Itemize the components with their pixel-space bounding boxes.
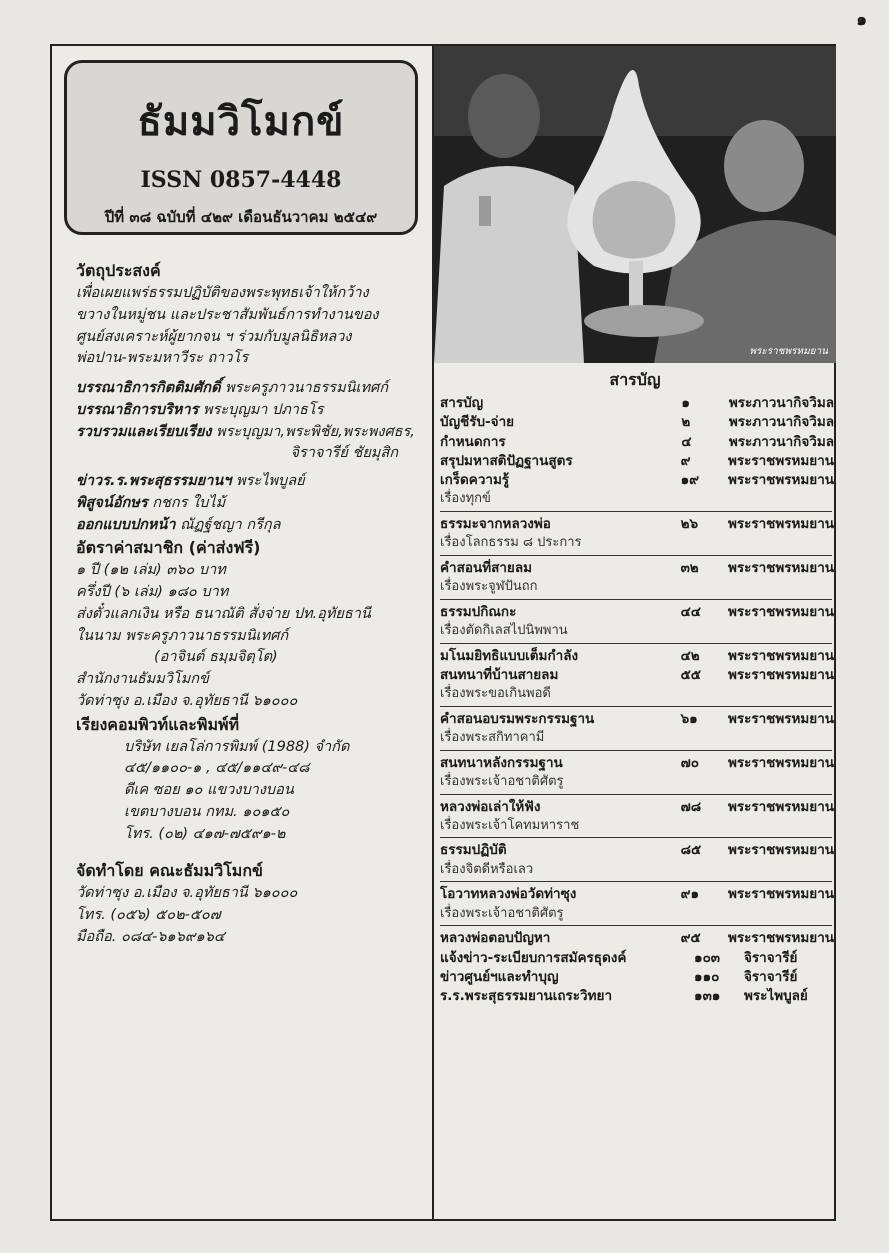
toc-entry-author: พระราชพรหมยาน: [727, 666, 834, 683]
managing-editor: บรรณาธิการบริหาร พระบุญมา ปภาธโร: [76, 401, 324, 418]
toc-entry-page: ๔: [681, 433, 692, 450]
toc-entry-subtitle: เรื่องพระเจ้าอชาติศัตรู: [440, 774, 564, 790]
objectives-line: ศูนย์สงเคราะห์ผู้ยากจน ฯ ร่วมกับมูลนิธิหลวง: [76, 328, 352, 345]
toc-divider: [440, 925, 832, 926]
toc-entry-subtitle: เรื่องพระขอเกินพอดี: [440, 686, 551, 702]
toc-entry-page: ๓๒: [680, 559, 699, 576]
toc-entry-author: พระไพบูลย์: [744, 988, 808, 1005]
payment-line: ส่งตั๋วแลกเงิน หรือ ธนาณัติ สั่งจ่าย ปท.อุทัยธานี: [76, 605, 371, 622]
toc-entry-page: ๙๑: [680, 886, 700, 903]
toc-entry: [440, 413, 834, 432]
issn: ISSN 0857-4448: [140, 167, 342, 193]
toc-entry-title: สรุปมหาสติปัฏฐานสูตร: [440, 452, 573, 469]
toc-divider: [440, 643, 832, 644]
toc-entry-author: พระราชพรหมยาน: [727, 754, 834, 771]
subscription-year: ๑ ปี (๑๒ เล่ม) ๓๖๐ บาท: [76, 562, 226, 579]
toc-entry-author: พระภาวนากิจวิมล: [728, 395, 834, 411]
toc-entry-page: ๑: [681, 395, 690, 411]
toc-entry-title: กำหนดการ: [440, 433, 506, 450]
toc-entry-title: ธรรมปฏิบัติ: [440, 842, 507, 859]
toc-entry-title: คำสอนที่สายลม: [440, 559, 532, 576]
toc-entry: [440, 841, 834, 860]
toc-entry-title: ข่าวศูนย์ฯและทำบุญ: [440, 968, 559, 985]
toc-entry-subtitle: เรื่องตัดกิเลสไปนิพพาน: [440, 623, 568, 639]
toc-entry-author: พระภาวนากิจวิมล: [728, 433, 834, 450]
toc-entry-page: ๗๘: [680, 798, 702, 815]
toc-entry-page: ๑๙: [680, 472, 700, 489]
toc-entry-title: ธรรมะจากหลวงพ่อ: [440, 516, 551, 533]
photo-caption: พระราชพรหมยาน: [749, 346, 828, 357]
toc-entry: [440, 949, 834, 968]
toc-entry-subtitle: เรื่องทุกข์: [440, 491, 491, 507]
toc-entry: [440, 710, 834, 729]
masthead-box: [64, 60, 418, 235]
toc-entry-title: หลวงพ่อตอบปัญหา: [440, 930, 551, 947]
page-number: ๑: [856, 10, 867, 30]
news-credit: ข่าวร.ร.พระสุธรรมยานฯ พระไพบูลย์: [76, 473, 305, 489]
printer-line: ๔๕/๑๑๐๐-๑ , ๔๕/๑๑๔๙-๔๘: [124, 760, 310, 777]
toc-entry: [440, 471, 834, 490]
toc-entry: [440, 603, 834, 622]
toc-entry: [440, 559, 834, 578]
toc-entry-title: สนทนาหลังกรรมฐาน: [440, 754, 563, 771]
toc-entry: [440, 647, 834, 666]
proof-credit: พิสูจน์อักษร กชกร ใบไม้: [76, 494, 226, 511]
toc-entry: [440, 968, 834, 987]
honorary-editor: บรรณาธิการกิตติมศักดิ์ พระครูภาวนาธรรมนิเทศก์: [76, 380, 389, 396]
info-column: [76, 259, 428, 949]
toc-divider: [440, 881, 832, 882]
toc-entry-page: ๑๑๐: [694, 968, 720, 985]
toc-entry-page: ๖๑: [680, 710, 698, 727]
toc-entry-page: ๕๕: [680, 666, 702, 683]
toc-divider: [440, 511, 832, 512]
office-line: วัดท่าซุง อ.เมือง จ.อุทัยธานี ๖๑๐๐๐: [76, 692, 298, 709]
toc-divider: [440, 706, 832, 707]
printer-line: เขตบางบอน กทม. ๑๐๑๕๐: [124, 803, 290, 820]
toc-entry-author: พระราชพรหมยาน: [727, 647, 834, 664]
toc-entry-author: พระภาวนากิจวิมล: [728, 414, 834, 431]
toc-entry-page: ๔๒: [680, 647, 700, 664]
magazine-title: ธัมมวิโมกข์: [137, 98, 345, 145]
toc-entry-page: ๙๕: [680, 930, 701, 947]
toc-entry-page: ๑๐๓: [694, 949, 721, 966]
toc-entry-author: พระราชพรหมยาน: [727, 559, 834, 576]
toc-entry-title: หลวงพ่อเล่าให้ฟัง: [440, 798, 541, 815]
toc-entry-author: จิราจารีย์: [744, 968, 798, 985]
toc-divider: [440, 794, 832, 795]
subscription-heading: อัตราค่าสมาชิก (ค่าส่งฟรี): [76, 538, 261, 558]
cover-photo: [434, 46, 836, 363]
toc-entry-page: ๗๐: [680, 754, 699, 771]
table-of-contents: [440, 394, 834, 1006]
toc-entry-subtitle: เรื่องพระสกิทาคามี: [440, 730, 545, 746]
payment-line: (อาจินต์ ธมฺมจิตฺโต): [154, 649, 278, 666]
toc-entry: [440, 987, 834, 1006]
toc-entry-subtitle: เรื่องพระเจ้าโคทมหาราช: [440, 817, 580, 833]
toc-entry-author: พระราชพรหมยาน: [727, 930, 834, 947]
toc-entry-page: ๒๖: [680, 516, 699, 533]
toc-entry: [440, 754, 834, 773]
compilers-cont: จิราจารีย์ ชัยมุสิก: [290, 445, 398, 462]
toc-entry-subtitle: เรื่องโลกธรรม ๘ ประการ: [440, 535, 582, 551]
publisher-line: โทร. (๐๕๖) ๕๐๒-๕๐๗: [76, 907, 221, 923]
toc-entry-author: พระราชพรหมยาน: [727, 603, 834, 620]
printer-line: บริษัท เยลโล่การพิมพ์ (1988) จำกัด: [124, 738, 350, 755]
toc-entry: [440, 433, 834, 452]
toc-entry-subtitle: เรื่องพระจูฬปันถก: [440, 579, 538, 595]
toc-divider: [440, 837, 832, 838]
toc-entry-title: คำสอนอบรมพระกรรมฐาน: [440, 710, 595, 727]
toc-entry: [440, 798, 834, 817]
toc-entry-page: ๙: [680, 452, 691, 469]
toc-entry-title: แจ้งข่าว-ระเบียบการสมัครธุดงค์: [440, 949, 627, 966]
toc-entry-title: เกร็ดความรู้: [440, 472, 510, 489]
payment-line: ในนาม พระครูภาวนาธรรมนิเทศก์: [76, 627, 289, 644]
toc-entry-subtitle: เรื่องจิตดีหรือเลว: [440, 861, 534, 877]
toc-entry: [440, 452, 834, 471]
printer-heading: เรียงคอมพิวท์และพิมพ์ที่: [76, 714, 240, 734]
toc-entry-author: พระราชพรหมยาน: [727, 842, 834, 859]
objectives-heading: วัตถุประสงค์: [76, 261, 161, 280]
toc-title: สารบัญ: [609, 370, 661, 389]
toc-entry: [440, 394, 834, 413]
toc-divider: [440, 599, 832, 600]
toc-entry-title: ธรรมปกิณกะ: [440, 603, 517, 620]
toc-entry-page: ๒: [681, 414, 691, 431]
publisher-heading: จัดทำโดย คณะธัมมวิโมกข์: [76, 861, 263, 881]
toc-entry: [440, 515, 834, 534]
cover-frame: [50, 44, 836, 1221]
objectives-line: เพื่อเผยแพร่ธรรมปฏิบัติของพระพุทธเจ้าให้กว้าง: [76, 285, 369, 301]
toc-entry-author: พระราชพรหมยาน: [727, 452, 834, 469]
toc-entry-page: ๑๓๑: [694, 988, 721, 1005]
toc-divider: [440, 750, 832, 751]
toc-entry-page: ๔๔: [680, 603, 702, 620]
toc-entry-title: สนทนาที่บ้านสายลม: [440, 666, 559, 683]
toc-entry-author: พระราชพรหมยาน: [727, 798, 834, 815]
toc-entry-author: พระราชพรหมยาน: [727, 516, 834, 533]
printer-line: โทร. (๐๒) ๔๑๗-๗๕๙๑-๒: [124, 825, 286, 842]
publisher-line: มือถือ. ๐๘๔-๖๑๖๙๑๖๔: [76, 928, 225, 945]
toc-divider: [440, 555, 832, 556]
subscription-half: ครึ่งปี (๖ เล่ม) ๑๘๐ บาท: [76, 584, 229, 600]
objectives-line: ขวางในหมู่ชน และประชาสัมพันธ์การทำงานของ: [76, 306, 379, 323]
toc-entry-title: มโนมยิทธิแบบเต็มกำลัง: [440, 647, 579, 664]
toc-entry-title: โอวาทหลวงพ่อวัดท่าซุง: [440, 886, 577, 903]
printer-line: ดีเค ซอย ๑๐ แขวงบางบอน: [124, 782, 294, 798]
toc-entry-title: ร.ร.พระสุธรรมยานเถระวิทยา: [440, 988, 613, 1005]
toc-entry-title: บัญชีรับ-จ่าย: [440, 414, 515, 431]
toc-entry-author: พระราชพรหมยาน: [727, 472, 834, 489]
toc-entry: [440, 885, 834, 904]
ceremony-photo: [434, 46, 836, 363]
toc-entry-page: ๘๕: [680, 842, 702, 859]
issue-info: ปีที่ ๓๘ ฉบับที่ ๔๒๙ เดือนธันวาคม ๒๕๔๙: [104, 208, 378, 226]
compilers: รวบรวมและเรียบเรียง พระบุญมา,พระพิชัย,พระพงศธร,: [76, 423, 415, 440]
toc-entry-subtitle: เรื่องพระเจ้าอชาติศัตรู: [440, 905, 564, 921]
toc-entry-author: พระราชพรหมยาน: [727, 710, 834, 727]
toc-entry-title: สารบัญ: [440, 395, 484, 411]
toc-entry-author: จิราจารีย์: [744, 949, 798, 966]
toc-entry: [440, 666, 834, 685]
publisher-line: วัดท่าซุง อ.เมือง จ.อุทัยธานี ๖๑๐๐๐: [76, 885, 298, 902]
office-line: สำนักงานธัมมวิโมกข์: [76, 671, 209, 687]
cover-credit: ออกแบบปกหน้า ณัฏฐ์ชญา กรีกุล: [76, 516, 281, 533]
objectives-line: พ่อปาน-พระมหาวีระ ถาวโร: [76, 350, 249, 367]
toc-entry-author: พระราชพรหมยาน: [727, 886, 834, 903]
toc-entry: [440, 929, 834, 948]
